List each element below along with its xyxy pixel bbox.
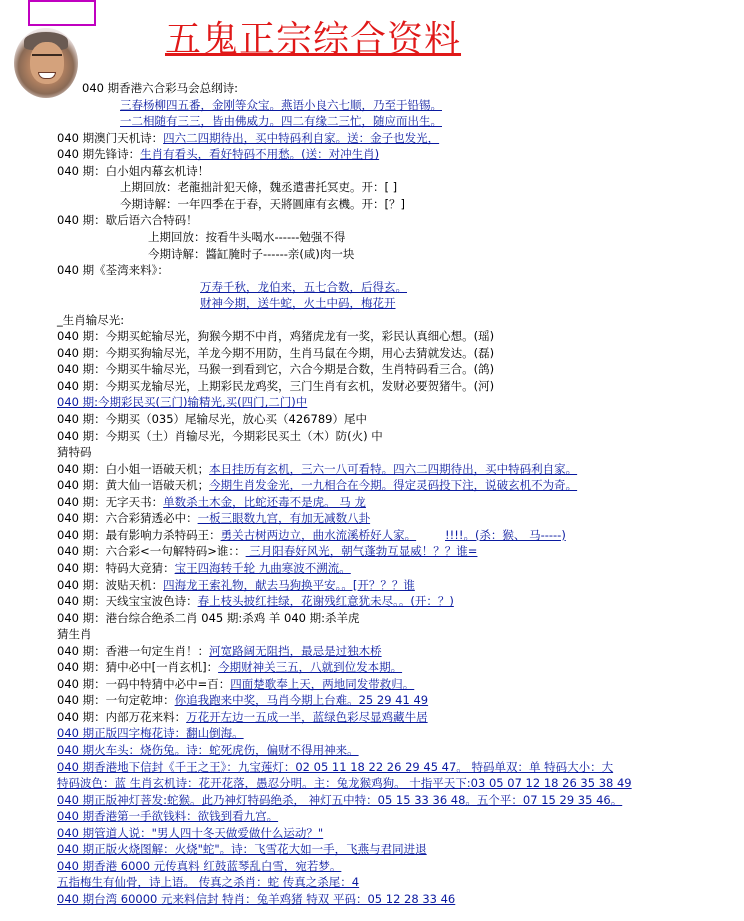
line-highlight: 040 期火车头：烧伤兔。诗：蛇死虎伤，偏财不得用神来。 bbox=[57, 743, 359, 757]
text-line bbox=[57, 825, 323, 842]
line-highlight: 040 期正版神灯菩发:蛇猴。此乃神灯特码绝杀， 神灯五中特：05 15 33 36 48。五个平：07 15 29 35 46。 bbox=[57, 792, 623, 807]
line-label: 040 期：今期买（土）肖输尽光，今期彩民买土（木）防(火) 中 bbox=[57, 428, 383, 443]
text-line bbox=[57, 262, 169, 279]
frame-box bbox=[28, 0, 96, 26]
line-label: 040 期先锋诗： bbox=[57, 147, 141, 162]
text-line bbox=[57, 560, 351, 577]
line-highlight: 一板三眼数九宫，有加无减数八卦 bbox=[197, 511, 371, 526]
line-highlight: 五指梅生有仙骨，诗上语。 传真之杀肖：蛇 传真之杀尾：4 bbox=[57, 875, 360, 890]
line-label: 040 期：无字天书： bbox=[57, 494, 164, 509]
line-label: 上期回放：按看牛头喝水------勉强不得 bbox=[148, 229, 346, 244]
text-line bbox=[57, 891, 455, 908]
line-label: 猜特码 bbox=[57, 445, 92, 460]
text-line bbox=[57, 312, 124, 329]
line-highlight: !!!!。(杀：猴、 马-----) bbox=[445, 527, 566, 542]
line-highlight: 三月阳春好风光，朝气蓬勃互显威！？？谁= bbox=[245, 544, 478, 559]
line-highlight: 一二相随有三三，皆由佛威力。四二有缘二三忙，随应而出生。 bbox=[120, 114, 442, 129]
line-label: 今期诗解：醬缸腌时子------亲(咸)肉一块 bbox=[148, 246, 355, 261]
text-line bbox=[57, 444, 92, 461]
text-line bbox=[57, 792, 622, 809]
line-label: 040 期澳门天机诗： bbox=[57, 130, 164, 145]
line-highlight: 040 期正版四字梅花诗：翻山倒海。 bbox=[57, 726, 244, 741]
line-label: 040 期：波贴天机： bbox=[57, 577, 164, 592]
text-line bbox=[57, 378, 494, 395]
text-line bbox=[57, 858, 341, 875]
text-line bbox=[148, 246, 354, 263]
text-line bbox=[57, 394, 307, 411]
text-line bbox=[57, 212, 198, 229]
text-line bbox=[57, 163, 209, 180]
line-highlight: 万花开左边一五成一半，蓝绿色彩尽显鸡藏牛居 bbox=[186, 709, 428, 724]
text-line bbox=[57, 659, 402, 676]
text-line bbox=[82, 80, 238, 97]
text-line bbox=[57, 411, 367, 428]
line-label: 040 期：最有影响力杀特码王： bbox=[57, 527, 221, 542]
text-line bbox=[57, 543, 477, 560]
text-line bbox=[57, 709, 428, 726]
text-line bbox=[445, 527, 566, 544]
page-title: 五鬼正宗综合资料 bbox=[165, 19, 462, 60]
text-line bbox=[57, 494, 366, 511]
line-highlight: 040 期香港地下信封《千王之王》：九宝莲灯：02 05 11 18 22 26 29 45 47。 特码单双：单 特码大小：大 bbox=[57, 759, 614, 774]
text-line bbox=[57, 692, 428, 709]
line-highlight: 四海龙王索礼物，献去马狗换平安。。[开？？？谁 bbox=[163, 577, 415, 592]
line-label: 040 期香港六合彩马会总纲诗: bbox=[82, 81, 238, 95]
line-label: 040 期：白小姐内幕玄机诗！ bbox=[57, 163, 210, 178]
text-line bbox=[200, 279, 407, 296]
line-highlight: 今期生肖发金光，一九相合在今期。得定灵码投下注，说破玄机不为奇。 bbox=[209, 478, 578, 493]
line-highlight: 财神今期，送牛蛇，火土中码，梅花开 bbox=[200, 296, 396, 311]
text-line bbox=[57, 328, 494, 345]
line-label: 040 期：特码大竞猜： bbox=[57, 560, 175, 575]
line-label: 040 期：香港一句定生肖！： bbox=[57, 643, 210, 658]
text-line bbox=[57, 146, 379, 163]
line-label: 猜生肖 bbox=[57, 627, 92, 642]
text-line bbox=[57, 477, 577, 494]
line-label: 040 期：今期买牛输尽光，马猴一到看到它，六合今期是合数，生肖特码看三合。(鸽) bbox=[57, 362, 495, 377]
line-label: 040 期：六合彩猜透必中： bbox=[57, 511, 198, 526]
line-label: 040 期：港台综合绝杀二肖 045 期:杀鸡 羊 040 期:杀羊虎 bbox=[57, 610, 360, 625]
line-label: 040 期：六合彩<一句解特码>谁：： bbox=[57, 544, 246, 559]
text-line bbox=[57, 841, 427, 858]
text-line bbox=[57, 759, 613, 776]
line-label: 今期诗解：一年四季在于春，天將圓庫有玄機。开：[？] bbox=[120, 196, 405, 211]
line-highlight: 勇关古树两边立，曲水流溪桥好人家。 bbox=[220, 527, 417, 542]
text-line bbox=[57, 643, 382, 660]
line-label: 040 期：内部万花来料： bbox=[57, 709, 187, 724]
text-line bbox=[57, 345, 494, 362]
line-highlight: 河宽路阔无阻挡，最忌是过独木桥 bbox=[209, 643, 382, 658]
text-line bbox=[57, 577, 415, 594]
line-highlight: 040 期香港 6000 元传真料 红鼓蓝琴乱白雪，宛若梦。 bbox=[57, 858, 342, 873]
line-label: 040 期：一码中特猜中必中=百： bbox=[57, 676, 231, 691]
line-label: 040 期：猜中必中[一肖玄机]： bbox=[57, 660, 219, 675]
text-line bbox=[120, 179, 397, 196]
text-line bbox=[57, 626, 92, 643]
line-highlight: 你追我跑来中奖，马肖今期上台难。25 29 41 49 bbox=[174, 693, 429, 708]
text-line bbox=[120, 196, 405, 213]
text-line bbox=[120, 113, 442, 130]
text-line bbox=[57, 461, 577, 478]
text-line bbox=[57, 527, 416, 544]
line-highlight: 今期财神关三五，八就到位发本期。 bbox=[218, 660, 403, 675]
line-highlight: 宝王四海转千轮 九曲寒波不溯流。 bbox=[174, 560, 351, 575]
text-line bbox=[57, 725, 244, 742]
line-highlight: 生肖有看头，看好特码不用愁。(送：对冲生肖) bbox=[140, 147, 380, 162]
line-highlight: 040 期台湾 60000 元来料信封 特肖：兔羊鸡猪 特双 平码：05 12 28 33 46 bbox=[57, 891, 456, 906]
text-line bbox=[57, 610, 360, 627]
text-line bbox=[57, 593, 454, 610]
line-label: 040 期：今期买蛇输尽光，狗猴今期不中肖，鸡猪虎龙有一奖，彩民认真细心想。(瑶) bbox=[57, 329, 495, 344]
line-highlight: 本日挂历有玄机，三六一八可看特。四六二四期待出，买中特码利自家。 bbox=[209, 461, 578, 476]
line-highlight: 040 期香港第一手欲钱料：欲钱到看九宫。 bbox=[57, 809, 279, 824]
line-highlight: 四面楚歌奉上天，两地同发带救归。 bbox=[230, 676, 415, 691]
line-label: _生肖输尽光: bbox=[57, 312, 125, 327]
line-label: 上期回放：老龍拙計犯天條，魏丞遣書托冥吏。开：[ ] bbox=[120, 180, 398, 195]
line-highlight: 特码波色：蓝 生肖玄机诗：花开花落，愚忍分明。主：兔龙猴鸡狗。 十指平天下:03 05 07 12 18 26 35 38 49 bbox=[57, 776, 632, 791]
line-highlight: 040 期正版火烧图解：火烧"蛇"。诗：飞雪花大如一手，飞燕与君同进退 bbox=[57, 842, 427, 857]
text-line bbox=[57, 775, 632, 792]
text-line bbox=[57, 130, 439, 147]
avatar bbox=[14, 28, 78, 98]
line-highlight: 单数杀土木金，比蛇还毒不是虎。 马 龙 bbox=[163, 494, 366, 509]
line-highlight: 040 期管道人说："男人四十冬天做爱做什么运动？" bbox=[57, 825, 324, 840]
line-label: 040 期：黄大仙一语破天机； bbox=[57, 478, 210, 493]
line-label: 040 期《荃湾来料》： bbox=[57, 263, 169, 278]
text-line bbox=[200, 295, 396, 312]
text-line bbox=[57, 742, 359, 759]
line-label: 040 期：今期买龙输尽光，上期彩民龙鸡奖，三门生肖有玄机，发财必要贺猪牛。(河) bbox=[57, 378, 495, 393]
line-label: 040 期：今期买（035）尾输尽光，放心买（426789）尾中 bbox=[57, 412, 367, 426]
line-highlight: 四六二四期待出，买中特码利自家。送：金子也发光， bbox=[163, 130, 440, 145]
text-line bbox=[57, 676, 414, 693]
line-label: 040 期：今期买狗输尽光，羊龙今期不用防，生肖马鼠在今期，用心去猜就发达。(磊) bbox=[57, 345, 495, 360]
line-label: 040 期：一句定乾坤： bbox=[57, 693, 175, 708]
text-line bbox=[57, 510, 370, 527]
line-highlight: 040 期:今期彩民买(三门)输精光,买(四门,二门)中 bbox=[57, 395, 308, 410]
text-line bbox=[57, 874, 359, 891]
text-line bbox=[120, 97, 442, 114]
line-highlight: 万寿千秋，龙伯来，五七合数，后得玄。 bbox=[200, 279, 407, 294]
line-highlight: 三春杨柳四五番，金刚等众宝。燕语小良六七顺，乃至于铅锡。 bbox=[120, 97, 442, 112]
text-line bbox=[57, 808, 278, 825]
text-line bbox=[148, 229, 345, 246]
text-line bbox=[57, 361, 494, 378]
line-label: 040 期：天线宝宝波色诗： bbox=[57, 594, 198, 609]
text-line bbox=[57, 428, 383, 445]
line-label: 040 期：歇后语六合特码！ bbox=[57, 213, 198, 228]
line-highlight: 春上枝头披红挂绿，花谢残红意犹未尽。。(开：？) bbox=[197, 594, 454, 609]
line-label: 040 期：白小姐一语破天机； bbox=[57, 461, 210, 476]
